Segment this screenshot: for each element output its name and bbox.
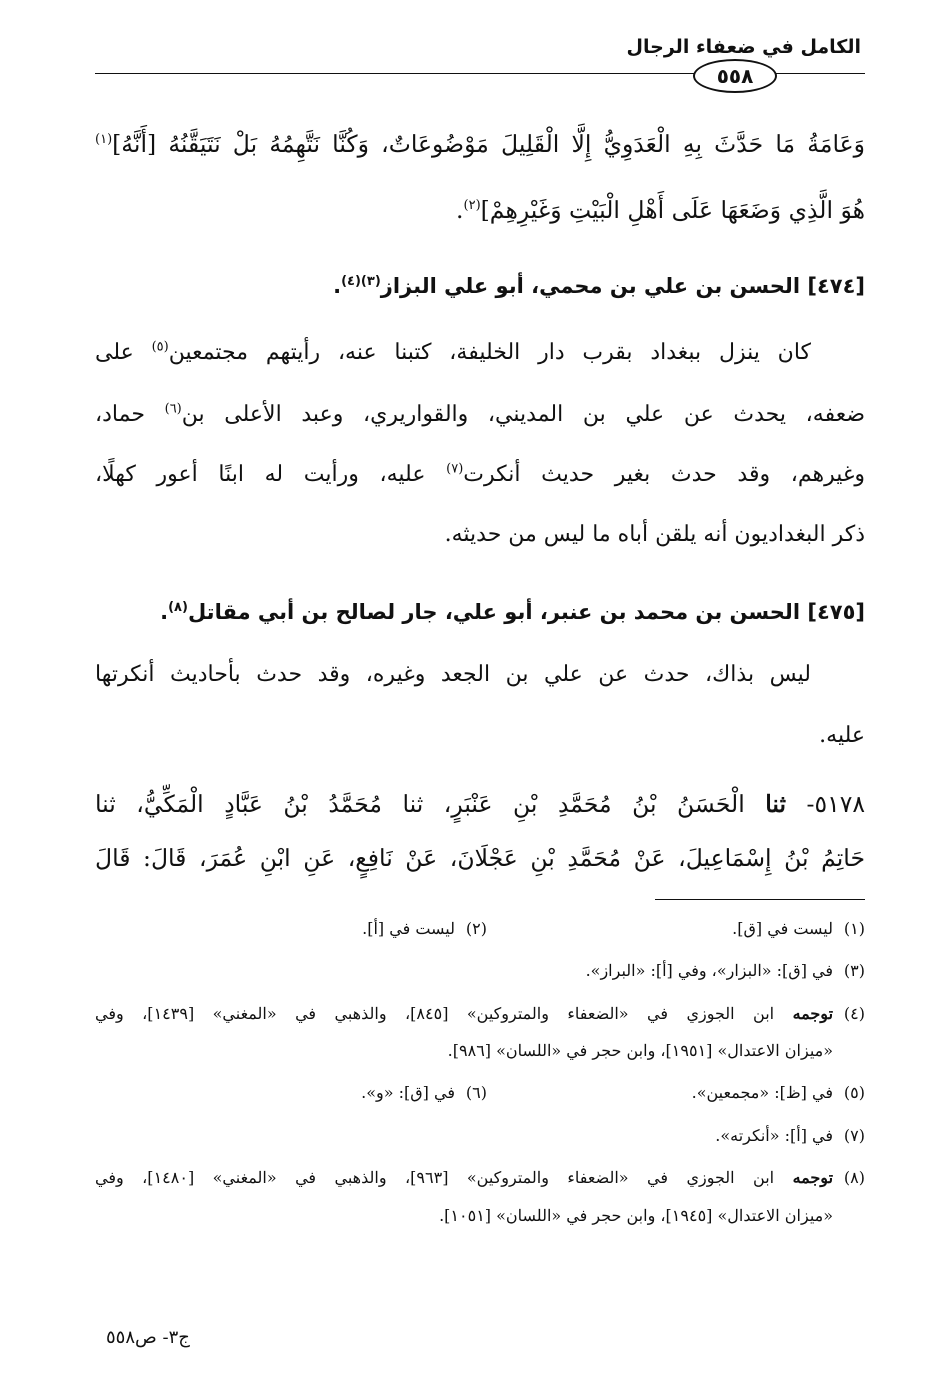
text-line: حَاتِمُ بْنُ إِسْمَاعِيلَ، عَنْ مُحَمَّدِ بْنِ عَجْلَانَ، عَنْ نَافِعٍ، عَنِ ابْنِ عُمَرَ، قَالَ: قَالَ xyxy=(95,844,865,872)
footnote-marker: (٥) xyxy=(151,339,169,355)
text-line: ليس بذاك، حدث عن علي بن الجعد وغيره، وقد حدث بأحاديث أنكرتها xyxy=(95,662,811,687)
footnote-text: ابن الجوزي في «الضعفاء والمتروكين» [٩٦٣]، والذهبي في «المغني» [١٤٨٠]، وفي xyxy=(95,1168,775,1187)
text-segment: هُوَ الَّذِي وَضَعَهَا عَلَى أَهْلِ الْبَيْتِ وَغَيْرِهِمْ] xyxy=(480,196,865,224)
footnote-marker: (٦) xyxy=(164,401,182,417)
footnote-text: في [أ]: «أنكرته». xyxy=(715,1126,833,1145)
text-line xyxy=(95,462,865,487)
footnote-text: في [ق]: «البزار»، وفي [أ]: «البراز». xyxy=(585,961,833,980)
heading-end: . xyxy=(333,274,342,298)
text-line xyxy=(95,790,865,818)
footnote-bold: توجمه xyxy=(792,1168,834,1187)
footnote-5: (٥)في [ظ]: «مجمعين». xyxy=(691,1083,865,1102)
heading-end: . xyxy=(160,600,169,624)
text-segment: وغيرهم، وقد حدث بغير حديث أنكرت xyxy=(463,462,865,487)
text-segment: عليه، ورأيت له ابنًا أعور كهلًا، xyxy=(95,462,426,487)
footnote-number: (٣) xyxy=(843,961,865,980)
text-line xyxy=(95,196,865,224)
running-title: الكامل في ضعفاء الرجال xyxy=(626,36,861,58)
text-segment: وَعَامَةُ مَا حَدَّثَ بِهِ الْعَدَوِيُّ إِلَّا الْقَلِيلَ مَوْضُوعَاتٌ، وَكُنَّا نَتَّهِمُهُ بَلْ نَتَيَقَّنُهُ [أَنَّهُ] xyxy=(112,130,865,158)
footnote-6: (٦)في [ق]: «و». xyxy=(361,1083,487,1102)
text-segment: كان ينزل ببغداد بقرب دار الخليفة، كتبنا عنه، رأيتهم مجتمعين xyxy=(168,340,811,365)
heading-text: [٤٧٤] الحسن بن علي بن محمي، أبو علي البزاز xyxy=(380,274,865,298)
footnote-number: (٤) xyxy=(843,1004,866,1023)
footnote-2: (٢)ليست في [أ]. xyxy=(362,919,487,938)
text-segment: الْحَسَنُ بْنُ مُحَمَّدِ بْنِ عَنْبَرٍ، ثنا مُحَمَّدُ بْنُ عَبَّادٍ الْمَكِّيُّ، ثنا xyxy=(95,790,745,818)
hadith-thana: ثنا xyxy=(765,790,787,818)
footnote-1: (١)ليست في [ق]. xyxy=(732,919,865,938)
footnote-8-cont: «ميزان الاعتدال» [١٩٤٥]، وابن حجر في «اللسان» [١٠٥١]. xyxy=(439,1206,833,1225)
footnote-3 xyxy=(95,961,865,980)
footnote-marker: (٧) xyxy=(446,461,464,477)
footnote-7 xyxy=(95,1126,865,1145)
text-line xyxy=(95,340,811,365)
text-segment: حماد، xyxy=(95,402,145,427)
text-line: عليه. xyxy=(819,723,865,748)
text-line xyxy=(95,130,865,158)
page-number: ٥٥٨ xyxy=(693,59,777,93)
hadith-number: ٥١٧٨- xyxy=(806,790,865,818)
heading-text: [٤٧٥] الحسن بن محمد بن عنبر، أبو علي، جار لصالح بن أبي مقاتل xyxy=(187,600,865,624)
footnote-4-cont: «ميزان الاعتدال» [١٩٥١]، وابن حجر في «اللسان» [٩٨٦]. xyxy=(447,1041,833,1060)
footnote-number: (٧) xyxy=(843,1126,865,1145)
text-segment: ضعفه، يحدث عن علي بن المديني، والقواريري، وعبد الأعلى بن xyxy=(181,402,866,427)
footnote-bold: توجمه xyxy=(792,1004,834,1023)
entry-heading xyxy=(95,274,865,298)
footnote-text: ابن الجوزي في «الضعفاء والمتروكين» [٨٤٥]، والذهبي في «المغني» [١٤٣٩]، وفي xyxy=(95,1004,775,1023)
footnote-marker: (٢) xyxy=(463,198,481,214)
footnote-4 xyxy=(95,1004,865,1023)
text-segment: . xyxy=(456,196,464,224)
text-segment: على xyxy=(95,340,134,365)
footnote-marker: (٨) xyxy=(168,600,188,615)
text-line xyxy=(95,402,865,427)
footnote-8 xyxy=(95,1168,865,1187)
footnote-marker: (١) xyxy=(95,132,113,148)
footnote-marker: (٣)(٤) xyxy=(341,274,381,289)
text-line: ذكر البغداديون أنه يلقن أباه ما ليس من حديثه. xyxy=(444,522,865,547)
volume-page-reference: ج٣- ص٥٥٨ xyxy=(106,1327,190,1348)
footnote-rule xyxy=(655,899,865,900)
footnote-number: (٨) xyxy=(843,1168,866,1187)
entry-heading xyxy=(95,600,865,624)
